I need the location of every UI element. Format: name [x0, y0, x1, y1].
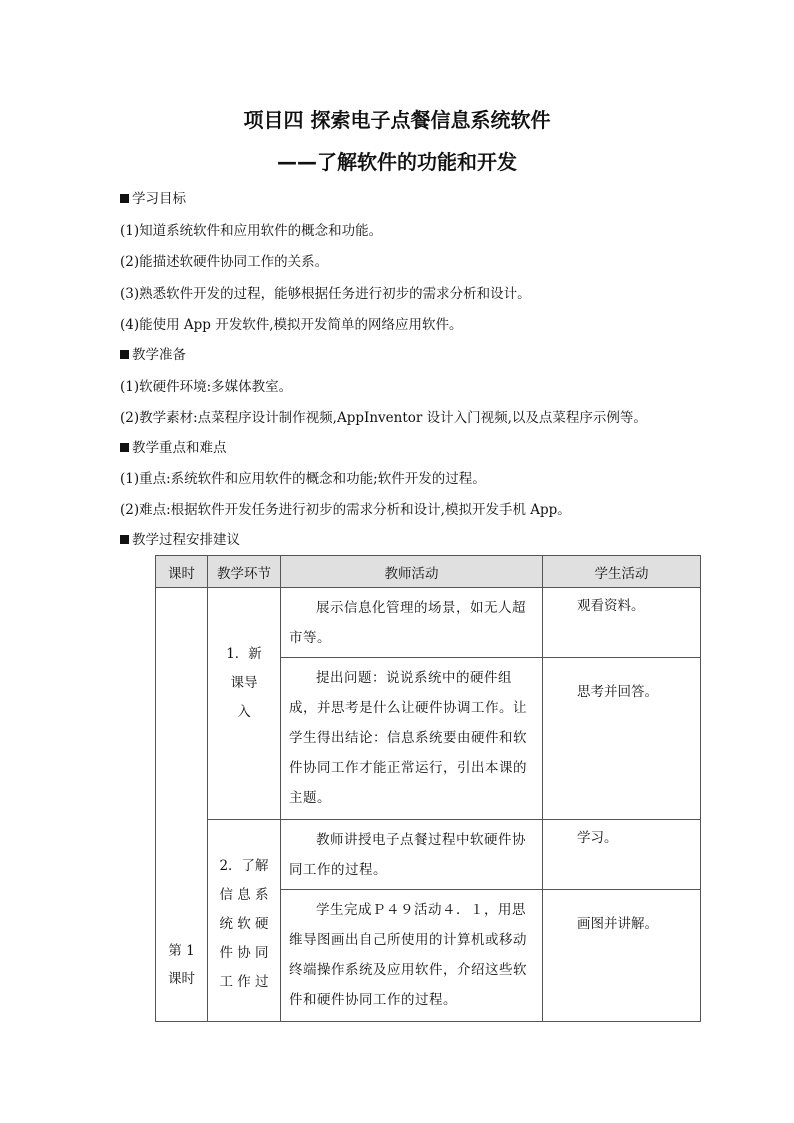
objective-item: (4)能使用 App 开发软件,模拟开发简单的网络应用软件。 — [120, 317, 463, 333]
preparation-item: (2)教学素材:点菜程序设计制作视频,AppInventor 设计入门视频,以及点菜程序示例等。 — [120, 410, 647, 426]
keypoint-item: (2)难点:根据软件开发任务进行初步的需求分析和设计,模拟开发手机 App。 — [120, 502, 571, 518]
phase-cell-2: 2．了解 信 息 系 统 软 硬 件 协 同 工 作 过 — [208, 820, 281, 1022]
objective-item: (3)熟悉软件开发的过程，能够根据任务进行初步的需求分析和设计。 — [120, 286, 531, 302]
square-bullet-icon — [120, 535, 129, 544]
header-student-activity: 学生活动 — [543, 556, 701, 588]
table-header-row — [156, 556, 701, 588]
teacher-activity-cell: 学生完成Ｐ４９活动４．１，用思维导图画出自己所使用的计算机或移动终端操作系统及应用软件，介绍这些软件和硬件协同工作的过程。 — [281, 890, 543, 1022]
teacher-activity-cell: 展示信息化管理的场景，如无人超市等。 — [281, 588, 543, 658]
preparation-item: (1)软硬件环境:多媒体教室。 — [120, 379, 293, 395]
objective-item: (2)能描述软硬件协同工作的关系。 — [120, 254, 329, 270]
student-activity-cell: 观看资料。 — [543, 588, 701, 658]
page-title: 项目四 探索电子点餐信息系统软件 — [243, 108, 551, 132]
header-phase: 教学环节 — [208, 556, 281, 588]
period-cell: 第 1 课时 — [156, 588, 208, 1022]
section-heading: 教学准备 — [120, 343, 186, 363]
square-bullet-icon — [120, 194, 129, 203]
teacher-activity-cell: 提出问题：说说系统中的硬件组成，并思考是什么让硬件协调工作。让学生得出结论：信息系统要由硬件和软件协同工作才能正常运行，引出本课的主题。 — [281, 658, 543, 820]
objective-item: (1)知道系统软件和应用软件的概念和功能。 — [120, 223, 383, 239]
header-period: 课时 — [156, 556, 208, 588]
student-activity-cell: 学习。 — [543, 820, 701, 890]
student-activity-cell: 画图并讲解。 — [543, 890, 701, 1022]
phase-cell-1: 1．新 课导 入 — [208, 588, 281, 820]
lesson-plan-table — [155, 555, 701, 1022]
table-row — [156, 820, 701, 890]
section-heading: 教学过程安排建议 — [120, 528, 240, 548]
section-heading: 学习目标 — [120, 187, 186, 207]
student-activity-cell: 思考并回答。 — [543, 658, 701, 820]
keypoint-item: (1)重点:系统软件和应用软件的概念和功能;软件开发的过程。 — [120, 471, 486, 487]
header-teacher-activity: 教师活动 — [281, 556, 543, 588]
teacher-activity-cell: 教师讲授电子点餐过程中软硬件协同工作的过程。 — [281, 820, 543, 890]
table-row — [156, 588, 701, 658]
page-subtitle: ——了解软件的功能和开发 — [277, 150, 517, 174]
square-bullet-icon — [120, 350, 129, 359]
section-heading: 教学重点和难点 — [120, 436, 227, 456]
square-bullet-icon — [120, 443, 129, 452]
